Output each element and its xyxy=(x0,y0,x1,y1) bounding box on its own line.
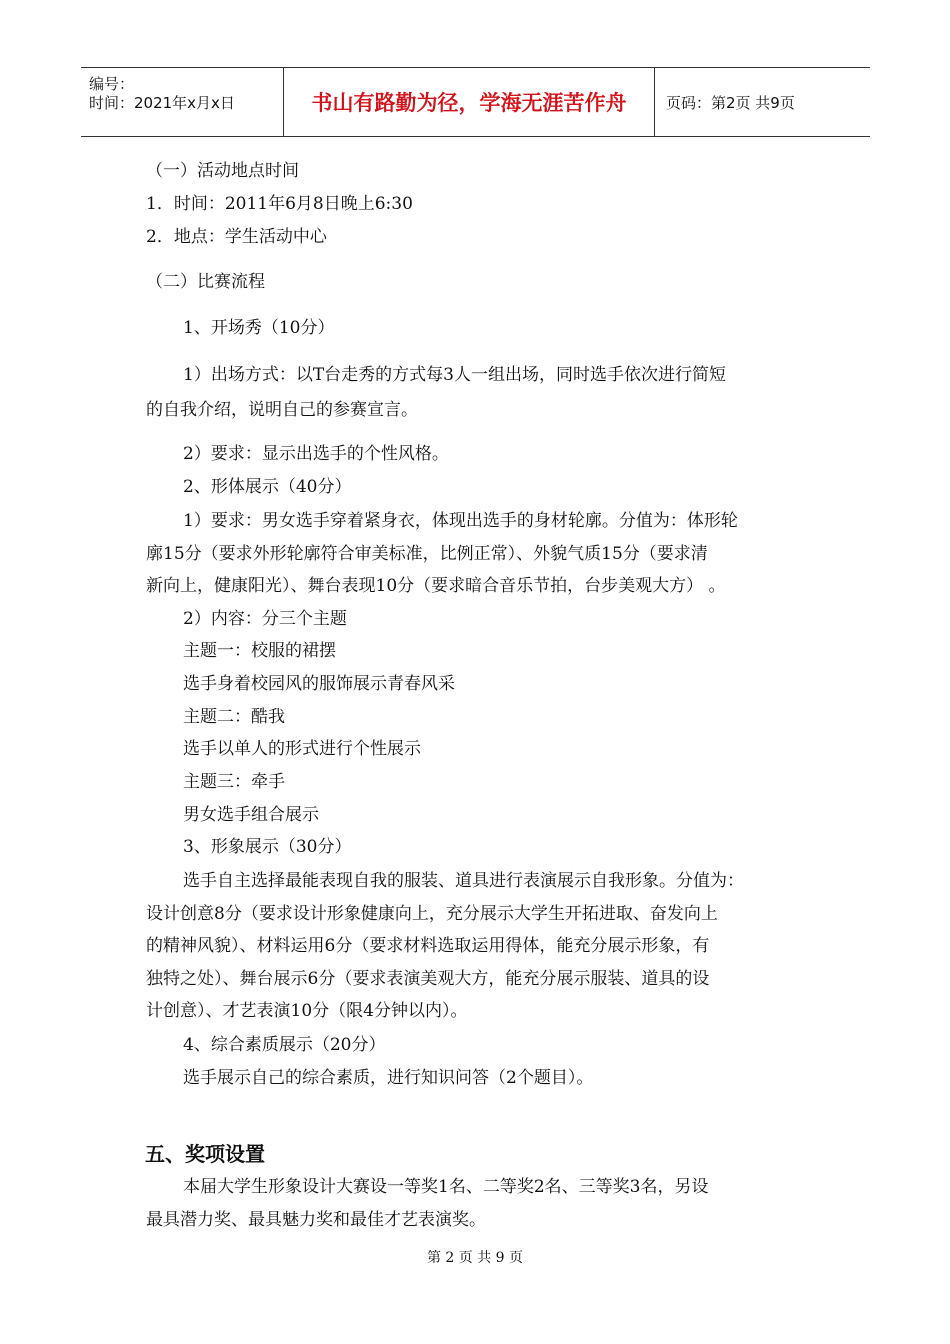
text-line: 廓15分（要求外形轮廓符合审美标准，比例正常）、外貌气质15分（要求清 xyxy=(146,544,708,564)
text-line: 新向上，健康阳光）、舞台表现10分（要求暗合音乐节拍，台步美观大方） 。 xyxy=(146,576,726,596)
text-line: 主题一：校服的裙摆 xyxy=(183,641,336,661)
text-line: 1．时间：2011年6月8日晚上6:30 xyxy=(146,194,413,214)
subheading-venue-time: （一）活动地点时间 xyxy=(146,161,299,181)
text-line: 最具潜力奖、最具魅力奖和最佳才艺表演奖。 xyxy=(146,1210,486,1230)
text-line: 选手身着校园风的服饰展示青春风采 xyxy=(183,674,455,694)
text-line: 2）内容：分三个主题 xyxy=(183,609,347,629)
text-line: 的精神风貌）、材料运用6分（要求材料选取运用得体，能充分展示形象，有 xyxy=(146,936,710,956)
text-line: 设计创意8分（要求设计形象健康向上，充分展示大学生开拓进取、奋发向上 xyxy=(146,904,718,924)
text-line: 选手自主选择最能表现自我的服装、道具进行表演展示自我形象。分值为： xyxy=(183,871,744,891)
text-line: 3、形象展示（30分） xyxy=(183,837,352,857)
text-line: 1）要求：男女选手穿着紧身衣，体现出选手的身材轮廓。分值为：体形轮 xyxy=(183,511,738,531)
text-line: 男女选手组合展示 xyxy=(183,805,319,825)
text-line: 主题二：酷我 xyxy=(183,707,285,727)
text-line: 1、开场秀（10分） xyxy=(183,318,335,338)
text-line: 2．地点：学生活动中心 xyxy=(146,227,327,247)
text-line: 选手以单人的形式进行个性展示 xyxy=(183,739,421,759)
text-line: 2）要求：显示出选手的个性风格。 xyxy=(183,444,449,464)
time-label: 时间：2021年x月x日 xyxy=(89,94,235,112)
header-meta xyxy=(81,68,284,136)
header-motto: 书山有路勤为径，学海无涯苦作舟 xyxy=(284,68,655,136)
subheading-process: （二）比赛流程 xyxy=(146,272,265,292)
page-header xyxy=(81,67,870,137)
text-line: 选手展示自己的综合素质，进行知识问答（2个题目）。 xyxy=(183,1068,594,1088)
text-line: 计创意）、才艺表演10分（限4分钟以内）。 xyxy=(146,1001,468,1021)
text-line: 4、综合素质展示（20分） xyxy=(183,1035,386,1055)
page-footer: 第 2 页 共 9 页 xyxy=(426,1250,524,1266)
text-line: 本届大学生形象设计大赛设一等奖1名、二等奖2名、三等奖3名，另设 xyxy=(183,1177,709,1197)
section-heading-awards: 五、奖项设置 xyxy=(145,1142,265,1166)
text-line: 1）出场方式：以T台走秀的方式每3人一组出场，同时选手依次进行简短 xyxy=(183,365,726,385)
serial-label: 编号： xyxy=(89,75,135,93)
header-page-info: 页码：第2页 共9页 xyxy=(666,93,795,112)
text-line: 主题三：牵手 xyxy=(183,772,285,792)
text-line: 2、形体展示（40分） xyxy=(183,477,352,497)
text-line: 独特之处）、舞台展示6分（要求表演美观大方，能充分展示服装、道具的设 xyxy=(146,969,710,989)
text-line: 的自我介绍，说明自己的参赛宣言。 xyxy=(146,400,418,420)
